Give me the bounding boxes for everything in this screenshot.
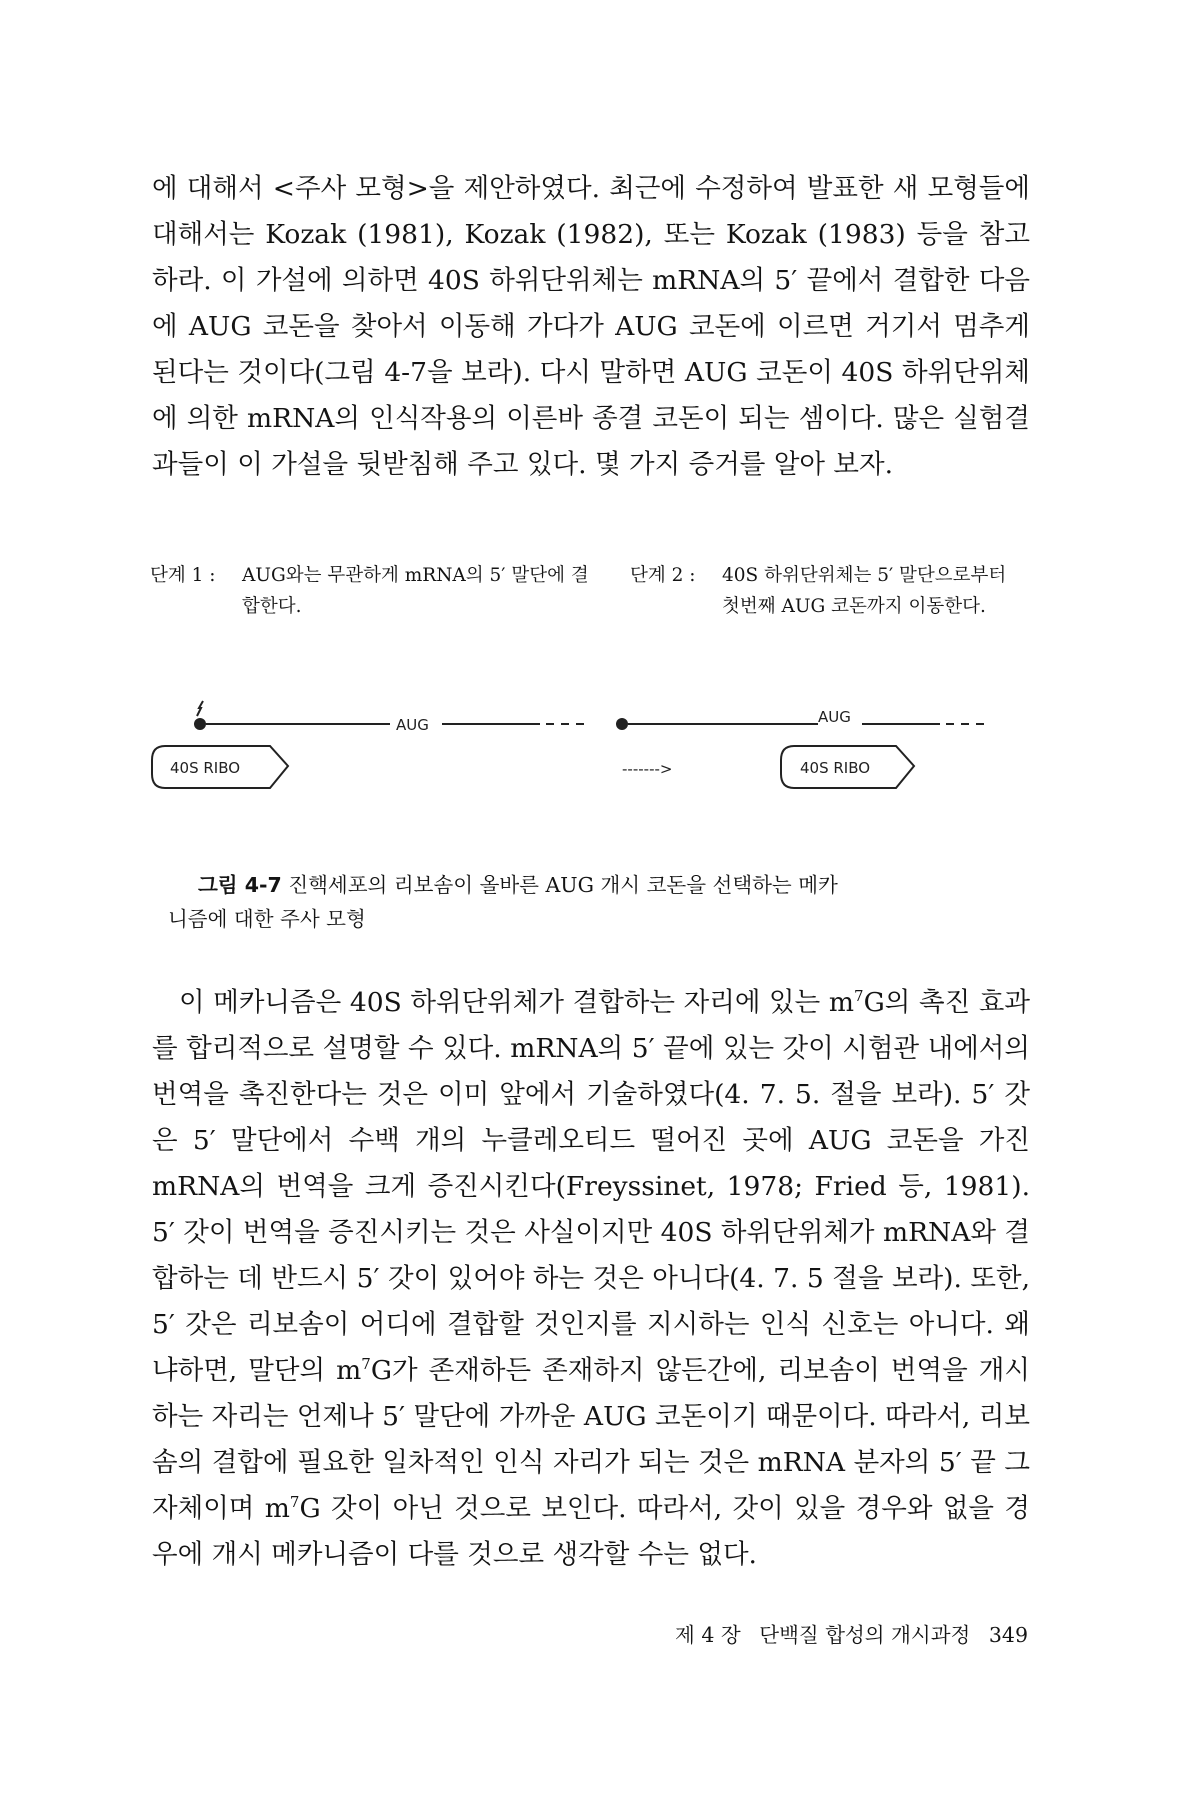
scanning-arrow: ------->: [622, 760, 673, 778]
page-number: 349: [988, 1623, 1028, 1647]
superscript-7: 7: [361, 1355, 371, 1374]
step1-text: AUG와는 무관하게 mRNA의 5′ 말단에 결합한다.: [242, 565, 589, 617]
scanning-model-diagram: [150, 700, 1030, 810]
ribosome-label-left: 40S RIBO: [170, 759, 241, 777]
step1-label: 단계 1 :: [150, 565, 216, 586]
cap-dot-right: [616, 718, 628, 730]
chapter-number: 제 4 장: [675, 1623, 741, 1647]
main-paragraph: [152, 980, 1030, 1578]
step2-label: 단계 2 :: [630, 565, 696, 586]
para2-part4: G 갓이 아닌 것으로 보인다. 따라서, 갓이 있을 경우와 없을 경우에 개시 메카니즘이 다를 것으로 생각할 수는 없다.: [152, 1493, 1030, 1570]
intro-paragraph: 에 대해서 <주사 모형>을 제안하였다. 최근에 수정하여 발표한 새 모형들에 대해서는 Kozak (1981), Kozak (1982), 또는 Kozak (1983) 등을 참고하라. 이 가설에 의하면 40S 하위단위체는 mRNA의 5′ 끝에서 결합한 다음에 AUG 코돈을 찾아서 이동해 가다가 AUG 코돈에 이르면 거기서 멈추게 된다는 것이다(그림 4-7을 보라). 다시 말하면 AUG 코돈이 40S 하위단위체에 의한 mRNA의 인식작용의 이른바 종결 코돈이 되는 셈이다. 많은 실험결과들이 이 가설을 뒷받침해 주고 있다. 몇 가지 증거를 알아 보자.: [152, 173, 1030, 480]
superscript-7: 7: [854, 987, 864, 1006]
binding-mark-icon: [197, 701, 203, 716]
para2-part2: G의 촉진 효과를 합리적으로 설명할 수 있다. mRNA의 5′ 끝에 있는 갓이 시험관 내에서의 번역을 촉진한다는 것은 이미 앞에서 기술하였다(4. 7. 5. 절을 보라). 5′ 갓은 5′ 말단에서 수백 개의 누클레오티드 떨어진 곳에 AUG 코돈을 가진 mRNA의 번역을 크게 증진시킨다(Freyssinet, 1978; Fried 등, 1981). 5′ 갓이 번역을 증진시키는 것은 사실이지만 40S 하위단위체가 mRNA와 결합하는 데 반드시 5′ 갓이 있어야 하는 것은 아니다(4. 7. 5 절을 보라). 또한, 5′ 갓은 리보솜이 어디에 결합할 것인지를 지시하는 인식 신호는 아니다. 왜냐하면, 말단의 m: [152, 987, 1031, 1386]
step1-caption: [150, 560, 590, 622]
aug-label-left: AUG: [396, 716, 429, 734]
page-footer: [568, 1618, 1028, 1648]
cap-dot-left: [194, 718, 206, 730]
ribosome-label-right: 40S RIBO: [800, 759, 871, 777]
figure-caption: [168, 868, 1018, 936]
para2-part3: G가 존재하든 존재하지 않든간에, 리보솜이 번역을 개시하는 자리는 언제나 5′ 말단에 가까운 AUG 코돈이기 때문이다. 따라서, 리보솜의 결합에 필요한 일차적인 인식 자리가 되는 것은 mRNA 분자의 5′ 끝 그 자체이며 m: [152, 1355, 1030, 1524]
step2-text: 40S 하위단위체는 5′ 말단으로부터 첫번째 AUG 코돈까지 이동한다.: [722, 565, 1007, 617]
para2-part1: 이 메카니즘은 40S 하위단위체가 결합하는 자리에 있는 m: [179, 987, 855, 1018]
figure-number: 그림 4-7: [198, 873, 282, 897]
caption-line2: 니즘에 대한 주사 모형: [168, 907, 366, 931]
caption-line1: 진핵세포의 리보솜이 올바른 AUG 개시 코돈을 선택하는 메카: [288, 873, 838, 897]
superscript-7: 7: [289, 1493, 300, 1512]
aug-label-right: AUG: [818, 708, 851, 726]
step2-caption: [630, 560, 1030, 622]
chapter-title: 단백질 합성의 개시과정: [759, 1623, 971, 1647]
